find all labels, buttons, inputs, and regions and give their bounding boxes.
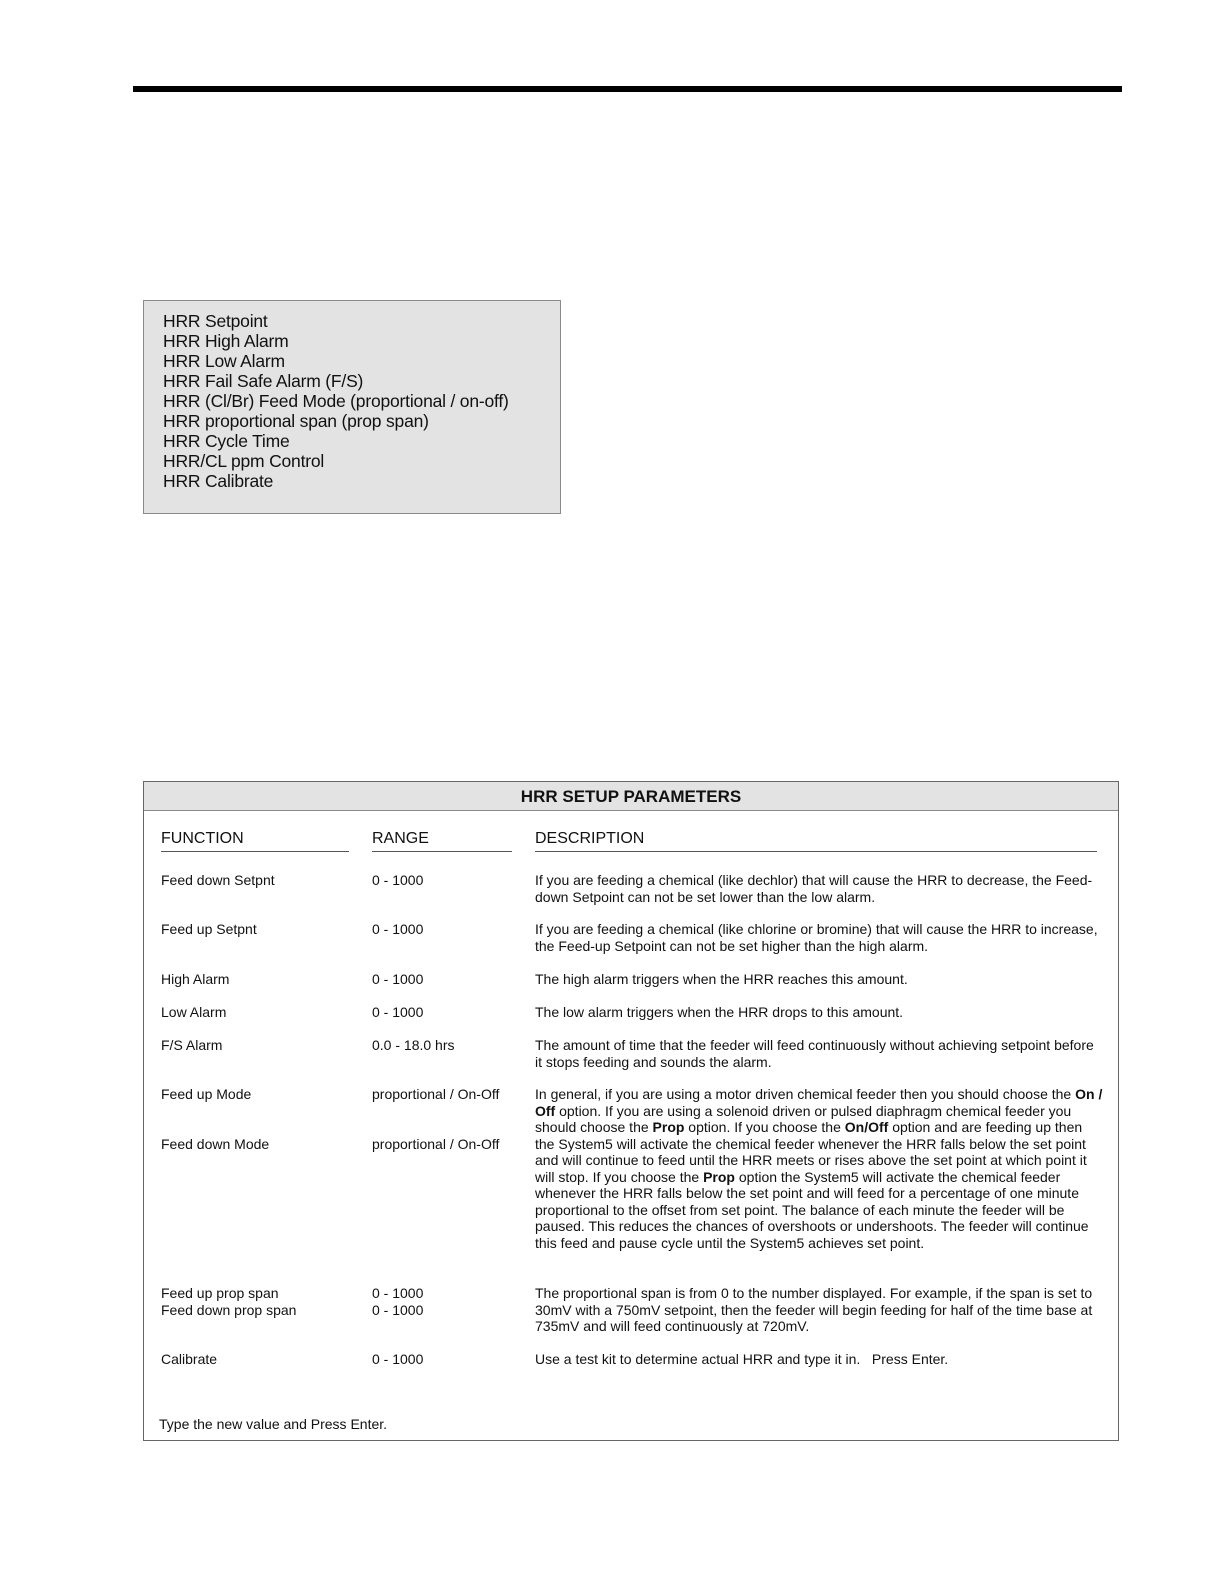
menu-item-prop-span: HRR proportional span (prop span) <box>163 411 429 431</box>
row-fs-alarm-range: 0.0 - 18.0 hrs <box>372 1037 455 1053</box>
header-function: FUNCTION <box>161 830 349 852</box>
mode-desc-part-5: option the System5 will activate the chemical feeder whenever the HRR falls below the set point and will feed for a percentage of one minute proportional to the offset from set point. The balance of each minute the feeder will be paused. This reduces the chances of overshoots or undershoots. The feeder will continue this feed and pause cycle until the System5 achieves set point. <box>535 1168 1089 1251</box>
row-prop-span-description: The proportional span is from 0 to the number displayed. For example, if the span is set to 30mV with a 750mV setpoint, then the feeder will begin feeding for half of the time base at 735mV and will feed continuously at 720mV. <box>535 1285 1093 1334</box>
menu-item-low-alarm: HRR Low Alarm <box>163 351 285 371</box>
row-feed-up-mode-range: proportional / On-Off <box>372 1086 500 1102</box>
table-title: HRR SETUP PARAMETERS <box>144 782 1118 811</box>
menu-item-high-alarm: HRR High Alarm <box>163 331 289 351</box>
mode-desc-prop: Prop <box>652 1119 685 1135</box>
row-low-alarm-range: 0 - 1000 <box>372 1004 424 1020</box>
row-low-alarm-function: Low Alarm <box>161 1004 227 1020</box>
hrr-menu-box <box>143 300 561 514</box>
row-fs-alarm-function: F/S Alarm <box>161 1037 223 1053</box>
row-feed-mode-description <box>535 1086 1103 1251</box>
footer-note: Type the new value and Press Enter. <box>159 1416 388 1432</box>
mode-desc-part-1: In general, if you are using a motor driven chemical feeder then you should choose the <box>535 1086 1076 1102</box>
row-feed-down-setpoint-function: Feed down Setpnt <box>161 872 275 888</box>
header-description: DESCRIPTION <box>535 830 1097 852</box>
row-calibrate-description: Use a test kit to determine actual HRR and type it in. Press Enter. <box>535 1351 949 1367</box>
row-feed-down-mode-function: Feed down Mode <box>161 1136 270 1152</box>
menu-item-calibrate: HRR Calibrate <box>163 471 274 491</box>
row-low-alarm-description: The low alarm triggers when the HRR drops to this amount. <box>535 1004 904 1020</box>
row-high-alarm-function: High Alarm <box>161 971 230 987</box>
menu-item-cycle-time: HRR Cycle Time <box>163 431 290 451</box>
mode-desc-part-3: option. If you choose the <box>684 1119 845 1135</box>
row-feed-up-setpoint-description: If you are feeding a chemical (like chlorine or bromine) that will cause the HRR to increase, the Feed-up Setpoint can not be set higher than the high alarm. <box>535 921 1098 954</box>
menu-item-ppm-control: HRR/CL ppm Control <box>163 451 325 471</box>
mode-desc-on-off: On / Off <box>535 1086 1103 1119</box>
row-feed-down-setpoint-description: If you are feeding a chemical (like dechlor) that will cause the HRR to decrease, the Feed-down Setpoint can not be set lower than the low alarm. <box>535 872 1093 905</box>
row-feed-up-setpoint-range: 0 - 1000 <box>372 921 424 937</box>
row-high-alarm-description: The high alarm triggers when the HRR reaches this amount. <box>535 971 908 987</box>
mode-desc-part-4: option and are feeding up then the System5 will activate the chemical feeder whenever the HRR falls below the set point and will continue to feed until the HRR meets or rises above the set point at which point it will stop. If you choose the <box>535 1119 1087 1185</box>
menu-item-feed-mode: HRR (Cl/Br) Feed Mode (proportional / on-off) <box>163 391 509 411</box>
mode-desc-on-off-2: On/Off <box>844 1119 889 1135</box>
menu-item-fail-safe-alarm: HRR Fail Safe Alarm (F/S) <box>163 371 364 391</box>
header-range: RANGE <box>372 830 512 852</box>
row-feed-down-prop-span-range: 0 - 1000 <box>372 1301 424 1318</box>
row-feed-up-mode-function: Feed up Mode <box>161 1086 252 1102</box>
row-high-alarm-range: 0 - 1000 <box>372 971 424 987</box>
row-feed-down-setpoint-range: 0 - 1000 <box>372 872 424 888</box>
hrr-setup-parameters-table <box>143 781 1119 1441</box>
row-feed-up-prop-span-function: Feed up prop span <box>161 1285 279 1301</box>
row-fs-alarm-description: The amount of time that the feeder will feed continuously without achieving setpoint before it stops feeding and sounds the alarm. <box>535 1037 1094 1070</box>
header-rule <box>133 86 1122 92</box>
row-feed-down-prop-span-function: Feed down prop span <box>161 1301 297 1318</box>
row-calibrate-function: Calibrate <box>161 1351 218 1367</box>
mode-desc-part-2: option. If you are using a solenoid driven or pulsed diaphragm chemical feeder you should choose the <box>535 1102 1072 1135</box>
mode-desc-prop-2: Prop <box>703 1168 735 1185</box>
menu-item-setpoint: HRR Setpoint <box>163 311 268 331</box>
row-feed-down-mode-range: proportional / On-Off <box>372 1136 500 1152</box>
row-calibrate-range: 0 - 1000 <box>372 1351 424 1367</box>
row-feed-up-setpoint-function: Feed up Setpnt <box>161 921 257 937</box>
row-feed-up-prop-span-range: 0 - 1000 <box>372 1285 424 1301</box>
